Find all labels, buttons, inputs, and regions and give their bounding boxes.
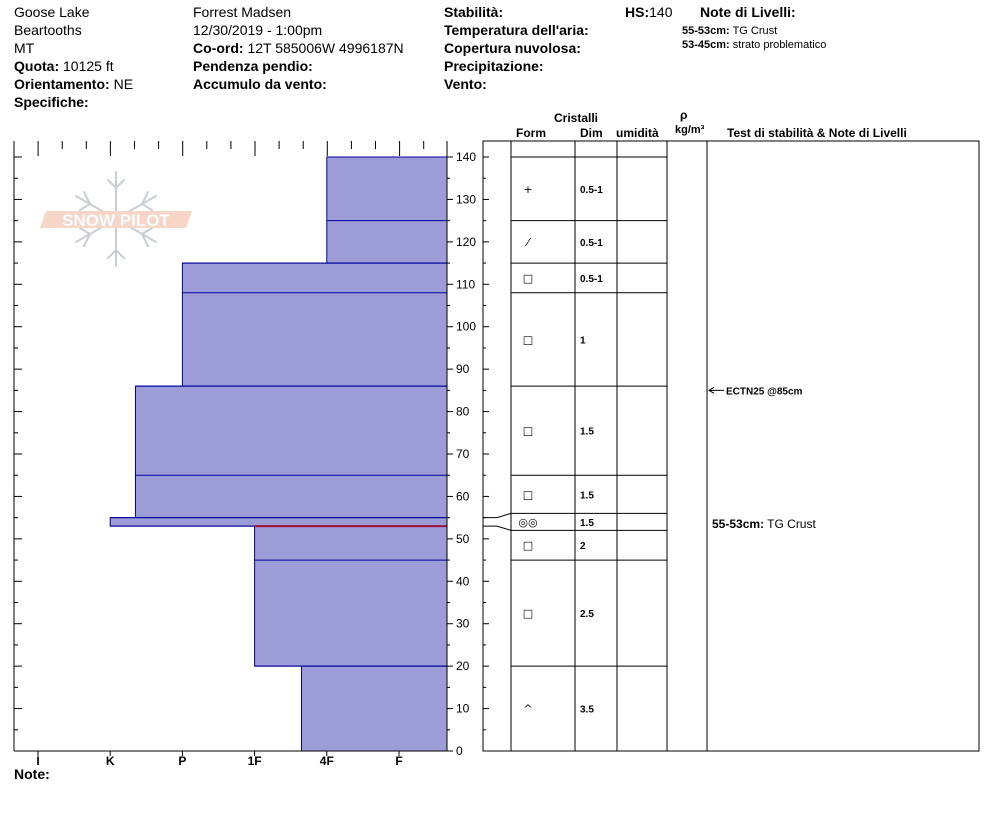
crystal-size: 0.5-1 [580, 237, 603, 249]
crystal-size: 0.5-1 [580, 273, 603, 285]
form-header: Form [516, 126, 546, 140]
y-tick-label: 70 [456, 447, 470, 461]
note-label: Note: [14, 766, 50, 782]
density-unit: kg/m³ [675, 124, 705, 136]
hardness-layers [110, 157, 447, 751]
coord-value: 12T 585006W 4996187N [247, 40, 404, 56]
datetime: 12/30/2019 - 1:00pm [193, 22, 323, 38]
crystal-form: □ [522, 271, 534, 285]
y-tick-label: 40 [456, 574, 470, 589]
crystal-form: □ [522, 607, 534, 621]
crystal-size: 1.5 [580, 517, 594, 529]
x-tick-label: I [36, 754, 40, 768]
y-tick-label: 90 [456, 362, 470, 377]
crystal-form: ◎◎ [518, 515, 538, 529]
coord-label: Co-ord: [193, 40, 244, 56]
x-tick-label: P [178, 754, 187, 768]
y-tick-label: 30 [456, 616, 470, 631]
stability-tests [709, 386, 816, 531]
crystal-rows [511, 157, 667, 716]
layer-note-text: strato problematico [732, 39, 827, 51]
elevation-label: Quota: [14, 58, 60, 74]
profile-table [483, 141, 979, 751]
crystal-size: 0.5-1 [580, 184, 603, 196]
air-temp-label: Temperatura dell'aria: [444, 22, 589, 38]
hardness-layer [327, 157, 447, 263]
test-label: ECTN25 @85cm [726, 386, 803, 398]
wind-label: Vento: [444, 76, 487, 92]
density-symbol: ρ [680, 108, 688, 122]
specifics-label: Specifiche: [14, 94, 89, 110]
y-tick-label: 20 [456, 659, 470, 674]
crystal-size: 1.5 [580, 426, 594, 438]
crystal-size: 1 [580, 335, 586, 347]
hardness-layer [255, 526, 447, 666]
cloud-label: Copertura nuvolosa: [444, 40, 581, 56]
y-tick-label: 80 [456, 404, 470, 419]
layer-note-range: 55-53cm: [712, 517, 765, 532]
layer-notes-label: Note di Livelli: [700, 4, 796, 20]
y-tick-label: 10 [456, 701, 470, 716]
hs-label: HS: [625, 4, 650, 20]
location: Goose Lake [14, 4, 90, 20]
crystal-size: 2 [580, 541, 586, 553]
y-tick-label: 60 [456, 489, 470, 504]
crystal-size: 1.5 [580, 490, 594, 502]
layer-note-text: TG Crust [764, 517, 816, 532]
range: Beartooths [14, 22, 82, 38]
stability-label: Stabilità: [444, 4, 504, 20]
y-tick-label: 50 [456, 531, 470, 546]
hardness-layer [135, 386, 447, 518]
snowpilot-logo [40, 172, 192, 266]
layer-note [712, 517, 816, 531]
x-tick-label: K [105, 754, 115, 768]
y-tick-label: 110 [456, 277, 476, 292]
x-tick-label: 4F [319, 754, 334, 768]
y-tick-label: 130 [456, 192, 477, 207]
crystal-form: + [523, 182, 533, 196]
tests-header: Test di stabilità & Note di Livelli [727, 126, 907, 140]
layer-note-text: TG Crust [732, 25, 778, 37]
crystal-form: □ [522, 488, 534, 502]
hs-value: 140 [649, 4, 673, 20]
size-header: Dim [580, 126, 603, 140]
hardness-layer [110, 518, 447, 526]
x-axis-labels [36, 751, 402, 768]
y-axis-labels [456, 150, 476, 758]
crystal-form: □ [522, 333, 534, 347]
state: MT [14, 40, 35, 56]
precip-label: Precipitazione: [444, 58, 544, 74]
y-tick-label: 120 [456, 234, 477, 249]
x-tick-label: F [395, 754, 403, 768]
crystal-size: 3.5 [580, 704, 594, 716]
aspect-value: NE [113, 76, 134, 92]
hardness-layer [182, 263, 447, 386]
layer-connectors [483, 513, 511, 530]
crystals-header: Cristalli [554, 111, 599, 125]
slope-label: Pendenza pendio: [193, 58, 313, 74]
layer-connector [483, 513, 511, 517]
crystal-form: ^ [523, 702, 533, 716]
observer: Forrest Madsen [193, 4, 292, 20]
top-ticks [14, 141, 424, 156]
layer-note-range: 55-53cm: [682, 25, 730, 37]
elevation-value: 10125 ft [63, 58, 114, 74]
layer-note-range: 53-45cm: [682, 39, 730, 51]
wind-loading-label: Accumulo da vento: [193, 76, 327, 92]
y-tick-label: 0 [456, 744, 463, 758]
crystal-size: 2.5 [580, 609, 594, 621]
moisture-header: umidità [616, 126, 659, 140]
crystal-form: □ [522, 424, 534, 438]
logo-text: SNOW PILOT [62, 211, 170, 230]
crystal-form: □ [522, 539, 534, 553]
layer-connector [483, 526, 511, 530]
y-tick-label: 100 [456, 319, 477, 334]
crystal-form: ⁄ [527, 235, 529, 249]
y-tick-label: 140 [456, 150, 477, 164]
hardness-layer [302, 666, 447, 751]
aspect-label: Orientamento: [14, 76, 110, 92]
x-tick-label: 1F [247, 754, 262, 768]
